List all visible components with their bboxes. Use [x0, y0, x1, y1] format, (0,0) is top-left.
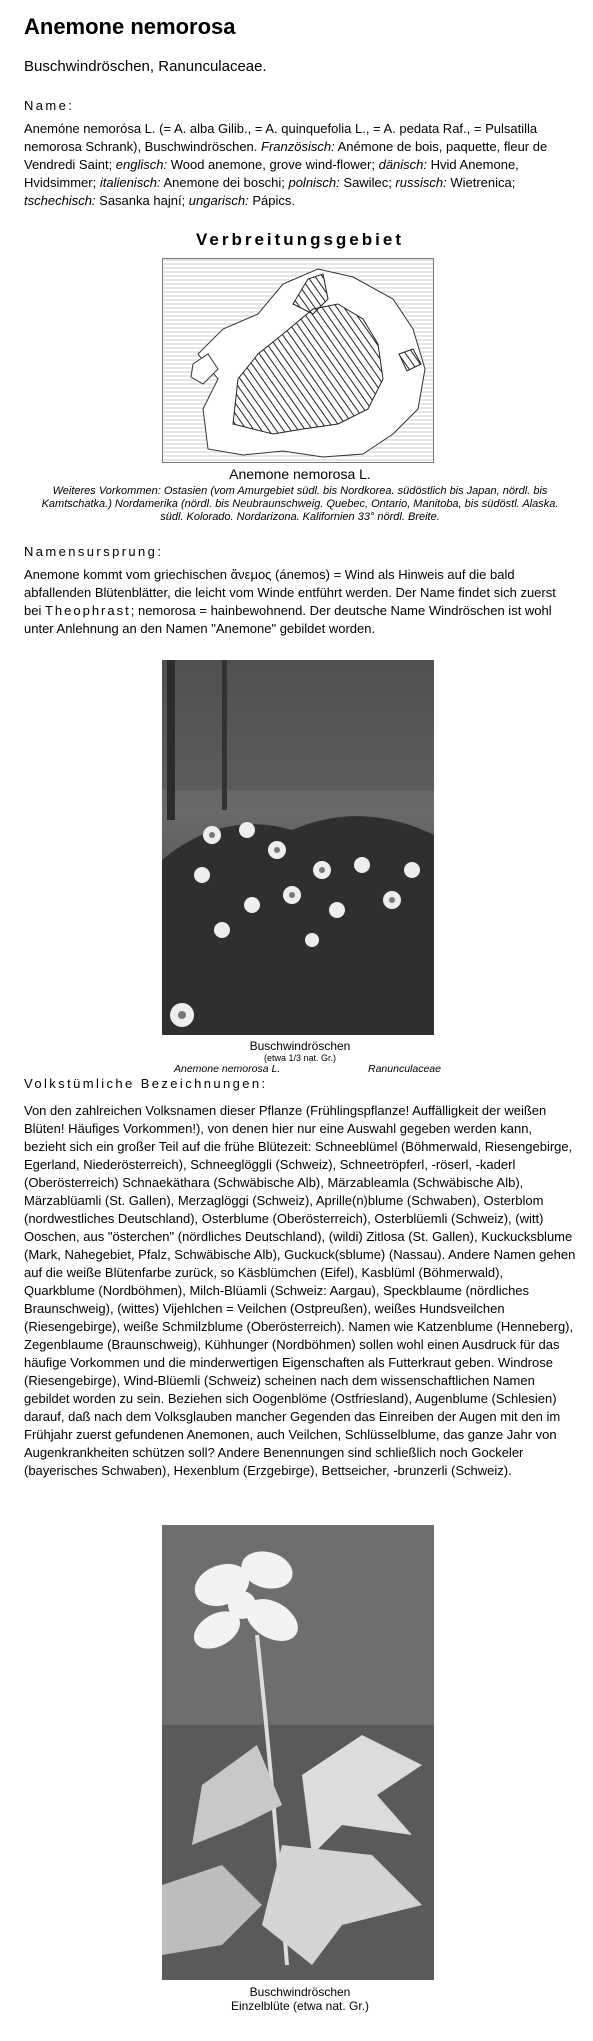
- name-text: Pápics.: [248, 193, 296, 208]
- photo2-caption-block: [24, 1985, 576, 2013]
- folk-heading: Volkstümliche Bezeichnungen:: [24, 1076, 268, 1091]
- origin-paragraph: [24, 566, 576, 638]
- name-text: Anemóne nemorósa L. (= A. alba Gilib., = A. quinquefolia L., = A. pedata Raf., = Pulsatilla nemorosa Schrank), Buschwindröschen.: [24, 121, 538, 154]
- language-label: ungarisch:: [188, 193, 249, 208]
- europe-map-image: [163, 259, 433, 462]
- language-label: tschechisch:: [24, 193, 96, 208]
- single-flower-photo: [162, 1525, 434, 1980]
- origin-text-2: ; nemorosa = hainbewohnend. Der deutsche Name Windröschen ist wohl unter Anlehnung an den Namen "Anemone" gebildet worden.: [24, 603, 552, 636]
- anemone-field-photo: [162, 660, 434, 1035]
- name-text: Wietrenica;: [446, 175, 516, 190]
- name-text: Sawilec;: [339, 175, 396, 190]
- photo1-caption-block: [24, 1039, 576, 1064]
- distribution-map: [162, 258, 434, 463]
- language-label: dänisch:: [378, 157, 428, 172]
- language-label: Französisch:: [261, 139, 335, 154]
- name-text: Wood anemone, grove wind-flower;: [167, 157, 379, 172]
- photo2-subcaption: Einzelblüte (etwa nat. Gr.): [230, 1999, 370, 2013]
- origin-heading: Namensursprung:: [24, 544, 164, 559]
- map-caption-block: [24, 466, 576, 524]
- distribution-heading: Verbreitungsgebiet: [196, 230, 404, 249]
- language-label: polnisch:: [288, 175, 340, 190]
- photo1-family: Ranunculaceae: [368, 1063, 441, 1075]
- origin-section: [24, 544, 576, 638]
- name-paragraph: [24, 120, 576, 210]
- origin-text-1: Anemone kommt vom griechischen ἄνεμος (ánemos) = Wind als Hinweis auf die bald abfallenden Blütenblätter, die leicht vom Winde entführt werden. Der Name findet sich zuerst bei: [24, 567, 556, 618]
- name-text: Hvid Anemone, Hvidsimmer;: [24, 157, 519, 190]
- name-text: Anémone de bois, paquette, fleur de Vendredi Saint;: [24, 139, 548, 172]
- language-label: englisch:: [115, 157, 168, 172]
- photo2-caption: Buschwindröschen: [249, 1985, 351, 1999]
- anemone-field-image: [162, 660, 434, 1035]
- distribution-note: Weiteres Vorkommen: Ostasien (vom Amurgebiet südl. bis Nordkorea. südöstlich bis Japan, nördl. bis Kamtschatka.) Nordamerika (nördl. bis Neubraunschweig. Quebec, Ontario, Manitoba, bis südöstl. Alaska. südl. Kolorado. Nordarizona. Kalifornien 33° nördl. Breite.: [41, 485, 559, 523]
- page-content: [24, 14, 576, 258]
- page-subtitle: Buschwindröschen, Ranunculaceae.: [24, 58, 267, 75]
- map-caption: Anemone nemorosa L.: [229, 466, 371, 482]
- origin-theophrast: Theophrast: [44, 603, 131, 618]
- name-text: Sasanka hajní;: [95, 193, 189, 208]
- page-title: Anemone nemorosa: [24, 14, 236, 39]
- photo1-latin: Anemone nemorosa L.: [174, 1063, 281, 1075]
- language-label: russisch:: [395, 175, 447, 190]
- language-label: italienisch:: [99, 175, 161, 190]
- photo1-caption: Buschwindröschen: [249, 1039, 351, 1053]
- single-flower-image: [162, 1525, 434, 1980]
- photo1-scale: (etwa 1/3 nat. Gr.): [263, 1053, 337, 1063]
- folk-section: [24, 1076, 576, 1480]
- folk-paragraph: Von den zahlreichen Volksnamen dieser Pflanze (Frühlingspflanze! Auffälligkeit der weißen Blüten! Häufiges Vorkommen!), von denen hier nur eine Auswahl gegeben werden kann, bezieht sich ein großer Teil auf die frühe Blütezeit: Schneeblümel (Böhmerwald, Riesengebirge, Egerland, Niederösterreich), Schneeglöggli (Schweiz), Schneetröpferl, -röserl, -kaderl (Oberösterreich) Schnaekäthara (Schwäbische Alb), Märzableamla (Schwäbische Alb), Märzablüamli (St. Gallen), Merzaglöggi (Schweiz), Aprille(n)blume (Schwaben), Osterblom (nordwestliches Deutschland), Osterblume (Oberösterreich), Osterblüemli (Schweiz), (witt) Ooschen, aus "österchen" (nördliches Deutschland), (wildi) Zitlosa (St. Gallen), Kuckucksblume (Mark, Nahegebiet, Pfalz, Schwäbische Alb), Guckuck(sblume) (Nassau). Andere Namen gehen auf die weiße Blütenfarbe zurück, so Käsblümchen (Eifel), Kasblüml (Böhmerwald), Quarkblume (Nordböhmen), Milch-Blüamli (Schweiz: Aargau), Speckblaume (nördliches Braunschweig), (wittes) Vijehlchen = Veilchen (Ostpreußen), weißes Hundsveilchen (Riesengebirge), weiße Schmilzblume (Oberösterreich). Namen wie Katzenblume (Henneberg), Zegenblaume (Braunschweig), Kühhunger (Nordböhmen) sollen wohl einen Ausdruck für das häufige Vorkommen und die minderwertigen Eigenschaften als Futterkraut geben. Windrose (Riesengebirge), Wind-Blüemli (Schweiz) scheinen nach dem wissenschaftlichen Namen gebildet worden zu sein. Beziehen sich Oogenblöme (Ostfriesland), Augenblume (Schlesien) darauf, daß nach dem Volksglauben mancher Gegenden das Einreiben der Augen mit den im Frühjahr zuerst gefundenen Anemonen, auch Veilchen, Schlüsselblume, das ganze Jahr von Augenkrankheiten schützen soll? Andere Benennungen sind schließlich noch Gockeler (bayerisches Schwaben), Hexenblum (Erzgebirge), Bettseicher, -brunzerli (Schweiz).: [24, 1103, 576, 1478]
- name-text: Anemone dei boschi;: [160, 175, 289, 190]
- name-heading: Name:: [24, 98, 75, 113]
